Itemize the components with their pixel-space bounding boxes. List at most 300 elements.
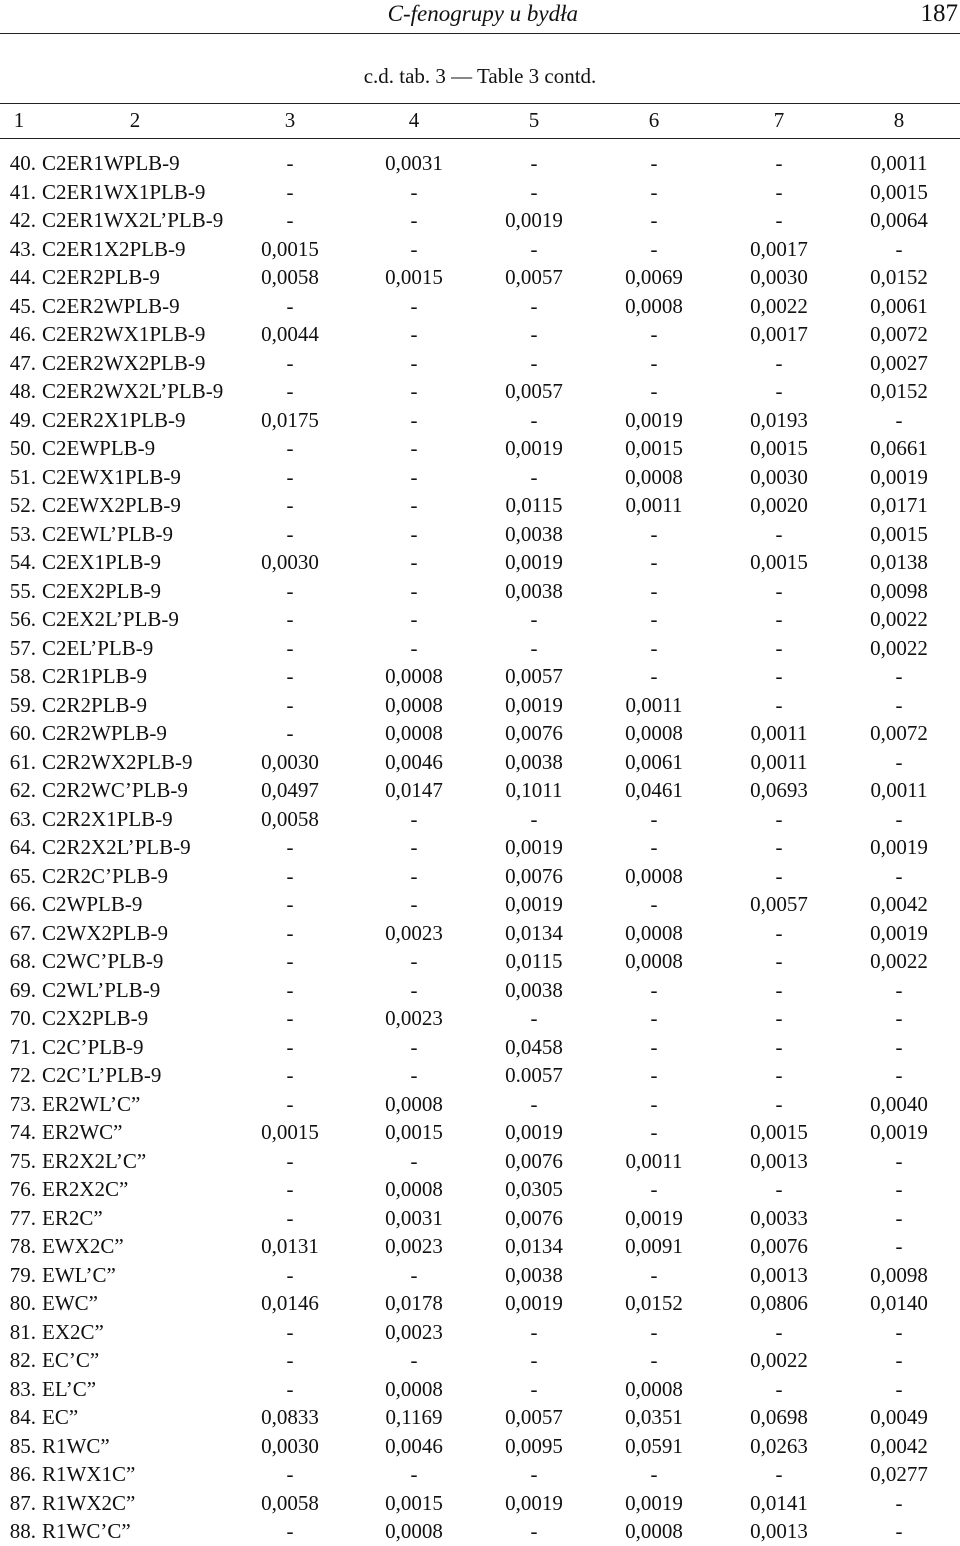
- frequency-cell: 0,0152: [870, 265, 928, 289]
- frequency-cell: 0,0049: [870, 1405, 928, 1429]
- row-number: 72.: [9, 1063, 36, 1087]
- frequency-cell: -: [895, 1490, 903, 1515]
- phenogroup-name: C2EX1PLB-9: [42, 550, 162, 574]
- row-number: 51.: [9, 464, 36, 489]
- phenogroup-name: EL’C”: [42, 1376, 97, 1401]
- table-row: [0, 976, 960, 1005]
- phenogroup-name: C2EWL’PLB-9: [42, 521, 174, 546]
- frequency-cell: 0,0147: [385, 778, 443, 802]
- frequency-cell: 0,0031: [385, 1205, 443, 1230]
- table-row: [0, 1375, 960, 1404]
- phenogroup-name: C2X2PLB-9: [42, 1006, 149, 1030]
- table-row: [0, 1403, 960, 1432]
- row-number: 46.: [9, 322, 36, 346]
- table-row: [0, 577, 960, 606]
- column-header: 6: [648, 108, 660, 132]
- frequency-cell: -: [410, 493, 418, 517]
- frequency-cell: -: [775, 521, 783, 546]
- page-header: [0, 0, 960, 31]
- frequency-cell: -: [895, 1063, 903, 1087]
- table-header-row: [0, 106, 960, 134]
- frequency-cell: -: [775, 835, 783, 859]
- frequency-cell: 0,0152: [625, 1291, 683, 1315]
- frequency-cell: -: [775, 863, 783, 888]
- frequency-cell: 0,0008: [625, 1519, 683, 1543]
- frequency-cell: -: [650, 350, 658, 375]
- frequency-cell: -: [286, 892, 294, 916]
- table-row: [0, 605, 960, 634]
- frequency-cell: 0,0458: [505, 1034, 563, 1059]
- phenogroup-name: C2ER2PLB-9: [42, 265, 160, 289]
- frequency-cell: -: [650, 208, 658, 232]
- table-row: [0, 662, 960, 691]
- frequency-cell: -: [775, 1376, 783, 1401]
- column-header: 1: [13, 108, 25, 132]
- frequency-cell: 0,0277: [870, 1462, 928, 1486]
- frequency-cell: 0,0140: [870, 1291, 928, 1315]
- frequency-cell: 0,0031: [385, 151, 443, 175]
- table-row: [0, 320, 960, 349]
- frequency-cell: -: [286, 1063, 294, 1087]
- frequency-cell: 0,0008: [625, 920, 683, 945]
- frequency-cell: -: [410, 208, 418, 232]
- column-header: 4: [408, 108, 420, 132]
- frequency-cell: 0,0038: [505, 521, 563, 546]
- column-header: 7: [773, 108, 785, 132]
- frequency-cell: 0,0061: [625, 749, 683, 774]
- phenogroup-name: C2R2C’PLB-9: [42, 863, 169, 888]
- frequency-cell: 0,0020: [750, 493, 808, 517]
- frequency-cell: -: [650, 179, 658, 204]
- frequency-cell: 0,0038: [505, 749, 563, 774]
- frequency-cell: 0,0013: [750, 1262, 808, 1287]
- frequency-cell: 0,0022: [870, 949, 928, 973]
- frequency-cell: -: [410, 236, 418, 261]
- frequency-cell: -: [286, 920, 294, 945]
- frequency-cell: -: [530, 1006, 538, 1030]
- phenogroup-name: C2R2X2L’PLB-9: [42, 835, 191, 859]
- frequency-cell: 0,0011: [750, 721, 808, 745]
- frequency-cell: 0,0019: [505, 1291, 563, 1315]
- phenogroup-name: R1WC”: [42, 1433, 110, 1458]
- phenogroup-name: C2EL’PLB-9: [42, 635, 154, 660]
- frequency-cell: -: [650, 1091, 658, 1116]
- frequency-cell: -: [286, 635, 294, 660]
- frequency-cell: 0,0019: [505, 835, 563, 859]
- frequency-cell: -: [286, 1519, 294, 1543]
- frequency-cell: 0,0019: [505, 892, 563, 916]
- row-number: 66.: [9, 892, 36, 916]
- frequency-cell: 0,0038: [505, 1262, 563, 1287]
- frequency-cell: -: [286, 692, 294, 717]
- row-number: 61.: [9, 749, 36, 774]
- table-row: [0, 292, 960, 321]
- frequency-cell: 0,0038: [505, 977, 563, 1002]
- column-header: 8: [893, 108, 905, 132]
- frequency-cell: -: [650, 1348, 658, 1372]
- frequency-cell: 0,0027: [870, 350, 928, 375]
- frequency-cell: -: [286, 977, 294, 1002]
- frequency-cell: -: [286, 863, 294, 888]
- frequency-cell: 0,0044: [261, 322, 319, 346]
- row-number: 67.: [9, 920, 36, 945]
- frequency-cell: -: [410, 949, 418, 973]
- frequency-cell: -: [775, 635, 783, 660]
- phenogroup-name: C2EWX1PLB-9: [42, 464, 181, 489]
- frequency-cell: 0,0015: [261, 236, 319, 261]
- phenogroup-name: C2ER2WPLB-9: [42, 293, 180, 318]
- phenogroup-name: EWC”: [42, 1291, 98, 1315]
- frequency-cell: 0,0134: [505, 920, 563, 945]
- frequency-cell: -: [895, 407, 903, 432]
- row-number: 45.: [9, 293, 36, 318]
- row-number: 74.: [9, 1120, 36, 1144]
- frequency-cell: -: [895, 1148, 903, 1173]
- frequency-cell: 0,0019: [625, 407, 683, 432]
- frequency-cell: -: [775, 578, 783, 603]
- frequency-cell: -: [530, 179, 538, 204]
- phenogroup-name: C2WPLB-9: [42, 892, 143, 916]
- row-number: 53.: [9, 521, 36, 546]
- phenogroup-name: C2EX2PLB-9: [42, 578, 162, 603]
- frequency-cell: 0,0591: [625, 1433, 683, 1458]
- frequency-cell: 0,0011: [750, 749, 808, 774]
- column-header: 3: [284, 108, 296, 132]
- table-row: [0, 520, 960, 549]
- frequency-cell: 0,0076: [505, 1148, 563, 1173]
- frequency-cell: -: [530, 1091, 538, 1116]
- row-number: 88.: [9, 1519, 36, 1543]
- frequency-cell: -: [530, 607, 538, 631]
- frequency-cell: -: [286, 464, 294, 489]
- frequency-cell: -: [650, 1120, 658, 1144]
- frequency-cell: 0,0023: [385, 1234, 443, 1258]
- row-number: 82.: [9, 1348, 36, 1372]
- frequency-cell: -: [775, 1034, 783, 1059]
- phenogroup-name: C2ER2WX2PLB-9: [42, 350, 206, 375]
- phenogroup-name: C2R2WX2PLB-9: [42, 749, 193, 774]
- row-number: 57.: [9, 635, 36, 660]
- phenogroup-name: R1WX2C”: [42, 1490, 136, 1515]
- frequency-cell: -: [775, 1063, 783, 1087]
- phenogroup-name: C2R2PLB-9: [42, 692, 148, 717]
- table-row: [0, 206, 960, 235]
- phenogroup-name: C2R2WC’PLB-9: [42, 778, 188, 802]
- frequency-cell: 0,0008: [385, 1519, 443, 1543]
- table-row: [0, 1460, 960, 1489]
- frequency-cell: -: [650, 1319, 658, 1344]
- row-number: 49.: [9, 407, 36, 432]
- frequency-cell: 0,0076: [505, 1205, 563, 1230]
- row-number: 60.: [9, 721, 36, 745]
- phenogroup-name: EC’C”: [42, 1348, 100, 1372]
- table-row: [0, 491, 960, 520]
- frequency-cell: 0,0152: [870, 379, 928, 403]
- frequency-cell: -: [650, 977, 658, 1002]
- frequency-cell: 0,0008: [625, 464, 683, 489]
- frequency-cell: -: [410, 179, 418, 204]
- frequency-cell: 0,0057: [750, 892, 808, 916]
- phenogroup-name: C2R1PLB-9: [42, 664, 148, 688]
- frequency-cell: -: [530, 1376, 538, 1401]
- frequency-cell: -: [410, 322, 418, 346]
- frequency-cell: -: [286, 578, 294, 603]
- frequency-cell: 0,0008: [625, 949, 683, 973]
- row-number: 44.: [9, 265, 36, 289]
- frequency-cell: 0,0019: [625, 1490, 683, 1515]
- frequency-cell: 0,0015: [385, 1120, 443, 1144]
- table-body: [0, 149, 960, 1546]
- frequency-cell: -: [410, 293, 418, 318]
- frequency-cell: 0,0064: [870, 208, 928, 232]
- frequency-cell: 0,0141: [750, 1490, 808, 1515]
- table-row: [0, 1318, 960, 1347]
- frequency-cell: -: [286, 607, 294, 631]
- table-row: [0, 1175, 960, 1204]
- row-number: 47.: [9, 350, 36, 375]
- frequency-cell: 0,0008: [625, 863, 683, 888]
- table-row: [0, 377, 960, 406]
- phenogroup-name: C2ER2WX2L’PLB-9: [42, 379, 224, 403]
- table-row: [0, 805, 960, 834]
- frequency-cell: 0,0023: [385, 1319, 443, 1344]
- table-row: [0, 1289, 960, 1318]
- frequency-cell: -: [410, 464, 418, 489]
- frequency-cell: -: [286, 350, 294, 375]
- table-row: [0, 890, 960, 919]
- row-number: 59.: [9, 692, 36, 717]
- phenogroup-name: C2ER2WX1PLB-9: [42, 322, 206, 346]
- column-header: 2: [129, 108, 141, 132]
- table-row: [0, 1517, 960, 1546]
- frequency-cell: 0,0046: [385, 1433, 443, 1458]
- frequency-cell: -: [895, 1519, 903, 1543]
- frequency-cell: -: [530, 151, 538, 175]
- frequency-cell: -: [286, 151, 294, 175]
- frequency-cell: 0,0030: [261, 1433, 319, 1458]
- frequency-cell: -: [895, 1006, 903, 1030]
- frequency-cell: 0,0263: [750, 1433, 808, 1458]
- frequency-cell: -: [775, 977, 783, 1002]
- frequency-cell: 0,0171: [870, 493, 928, 517]
- frequency-cell: 0,0015: [625, 436, 683, 460]
- table-row: [0, 634, 960, 663]
- frequency-cell: -: [530, 293, 538, 318]
- frequency-cell: 0,0008: [385, 664, 443, 688]
- table-row: [0, 1061, 960, 1090]
- frequency-cell: 0,0138: [870, 550, 928, 574]
- table-row: [0, 1346, 960, 1375]
- frequency-cell: -: [650, 892, 658, 916]
- phenogroup-name: C2WL’PLB-9: [42, 977, 161, 1002]
- frequency-cell: -: [530, 635, 538, 660]
- row-number: 43.: [9, 236, 36, 261]
- row-number: 48.: [9, 379, 36, 403]
- frequency-cell: 0,0115: [505, 493, 563, 517]
- frequency-cell: -: [530, 350, 538, 375]
- table-row: [0, 919, 960, 948]
- frequency-cell: -: [410, 1348, 418, 1372]
- frequency-cell: -: [775, 1462, 783, 1486]
- frequency-cell: -: [286, 1177, 294, 1201]
- frequency-cell: -: [650, 578, 658, 603]
- frequency-cell: 0,0019: [870, 464, 928, 489]
- table-row: [0, 1147, 960, 1176]
- frequency-cell: -: [650, 322, 658, 346]
- table-row: [0, 833, 960, 862]
- frequency-cell: -: [530, 236, 538, 261]
- row-number: 58.: [9, 664, 36, 688]
- frequency-cell: 0,0019: [870, 920, 928, 945]
- frequency-cell: 0,0058: [261, 806, 319, 831]
- table-row: [0, 862, 960, 891]
- row-number: 62.: [9, 778, 36, 802]
- frequency-cell: 0,0058: [261, 265, 319, 289]
- frequency-cell: 0,0661: [870, 436, 928, 460]
- table-row: [0, 1033, 960, 1062]
- frequency-cell: 0,0015: [261, 1120, 319, 1144]
- frequency-cell: -: [775, 692, 783, 717]
- frequency-cell: -: [895, 1234, 903, 1258]
- frequency-cell: 0,0098: [870, 578, 928, 603]
- frequency-cell: 0,0017: [750, 322, 808, 346]
- frequency-cell: -: [286, 179, 294, 204]
- frequency-cell: 0,0042: [870, 1433, 928, 1458]
- table-row: [0, 776, 960, 805]
- phenogroup-name: C2EWPLB-9: [42, 436, 156, 460]
- row-number: 79.: [9, 1262, 36, 1287]
- frequency-cell: 0,0058: [261, 1490, 319, 1515]
- frequency-cell: 0,0305: [505, 1177, 563, 1201]
- frequency-cell: -: [650, 1177, 658, 1201]
- frequency-cell: -: [410, 578, 418, 603]
- frequency-cell: 0,0175: [261, 407, 319, 432]
- frequency-cell: -: [530, 407, 538, 432]
- frequency-cell: -: [286, 379, 294, 403]
- frequency-cell: -: [530, 1319, 538, 1344]
- frequency-cell: 0,0076: [505, 863, 563, 888]
- row-number: 73.: [9, 1091, 36, 1116]
- row-number: 68.: [9, 949, 36, 973]
- frequency-cell: -: [650, 151, 658, 175]
- phenogroup-name: ER2X2C”: [42, 1177, 129, 1201]
- frequency-cell: -: [410, 1262, 418, 1287]
- frequency-cell: -: [286, 1091, 294, 1116]
- phenogroup-name: ER2WL’C”: [42, 1091, 141, 1116]
- frequency-cell: 0,0040: [870, 1091, 928, 1116]
- phenogroup-name: C2C’PLB-9: [42, 1034, 144, 1059]
- frequency-cell: -: [775, 208, 783, 232]
- frequency-cell: -: [895, 692, 903, 717]
- frequency-cell: -: [650, 835, 658, 859]
- row-number: 76.: [9, 1177, 36, 1201]
- table-top-rule: [0, 103, 960, 104]
- frequency-cell: -: [286, 1462, 294, 1486]
- frequency-cell: -: [410, 863, 418, 888]
- phenogroup-name: ER2C”: [42, 1205, 103, 1230]
- frequency-cell: -: [895, 1034, 903, 1059]
- frequency-cell: 0,0011: [625, 493, 683, 517]
- frequency-cell: -: [530, 1462, 538, 1486]
- frequency-cell: 0,0076: [750, 1234, 808, 1258]
- frequency-cell: -: [286, 436, 294, 460]
- row-number: 54.: [9, 550, 36, 574]
- frequency-cell: 0,0076: [505, 721, 563, 745]
- frequency-cell: 0,1011: [505, 778, 563, 802]
- frequency-cell: 0,0022: [870, 635, 928, 660]
- frequency-cell: 0,0019: [870, 835, 928, 859]
- frequency-cell: 0,0057: [505, 265, 563, 289]
- frequency-cell: -: [286, 1348, 294, 1372]
- frequency-cell: 0,0698: [750, 1405, 808, 1429]
- phenogroup-name: ER2WC”: [42, 1120, 123, 1144]
- frequency-cell: 0,0061: [870, 293, 928, 318]
- frequency-cell: 0,0019: [870, 1120, 928, 1144]
- frequency-cell: 0,0069: [625, 265, 683, 289]
- frequency-cell: -: [530, 1348, 538, 1372]
- row-number: 81.: [9, 1319, 36, 1344]
- frequency-cell: 0,0146: [261, 1291, 319, 1315]
- frequency-cell: -: [286, 949, 294, 973]
- frequency-cell: 0,0013: [750, 1148, 808, 1173]
- frequency-cell: 0,0022: [750, 293, 808, 318]
- phenogroup-name: C2EWX2PLB-9: [42, 493, 181, 517]
- table-row: [0, 349, 960, 378]
- frequency-cell: -: [410, 1063, 418, 1087]
- frequency-cell: 0,1169: [385, 1405, 443, 1429]
- frequency-cell: 0,0497: [261, 778, 319, 802]
- frequency-cell: -: [410, 350, 418, 375]
- frequency-cell: 0,0008: [385, 721, 443, 745]
- frequency-cell: 0,0072: [870, 322, 928, 346]
- table-row: [0, 1489, 960, 1518]
- frequency-cell: -: [895, 1319, 903, 1344]
- frequency-cell: 0,0033: [750, 1205, 808, 1230]
- frequency-cell: 0,0019: [505, 550, 563, 574]
- frequency-cell: 0,0015: [750, 436, 808, 460]
- table-row: [0, 1090, 960, 1119]
- frequency-cell: -: [530, 464, 538, 489]
- frequency-cell: 0,0023: [385, 920, 443, 945]
- running-title: C-fenogrupy u bydła: [387, 1, 578, 26]
- frequency-cell: 0,0011: [870, 778, 928, 802]
- frequency-cell: -: [775, 1177, 783, 1201]
- row-number: 55.: [9, 578, 36, 603]
- frequency-cell: 0,0115: [505, 949, 563, 973]
- frequency-cell: -: [286, 493, 294, 517]
- phenogroup-name: C2ER1WX2L’PLB-9: [42, 208, 224, 232]
- frequency-cell: -: [650, 664, 658, 688]
- phenogroup-name: C2R2WPLB-9: [42, 721, 167, 745]
- phenogroup-name: C2ER2X1PLB-9: [42, 407, 186, 432]
- frequency-cell: -: [650, 806, 658, 831]
- row-number: 64.: [9, 835, 36, 859]
- frequency-cell: 0,0008: [385, 692, 443, 717]
- frequency-cell: 0,0134: [505, 1234, 563, 1258]
- row-number: 71.: [9, 1034, 36, 1059]
- frequency-cell: -: [775, 1319, 783, 1344]
- frequency-cell: -: [650, 1063, 658, 1087]
- phenogroup-name: C2C’L’PLB-9: [42, 1063, 162, 1087]
- table-row: [0, 178, 960, 207]
- frequency-cell: 0,0008: [385, 1376, 443, 1401]
- frequency-cell: 0,0015: [750, 1120, 808, 1144]
- row-number: 42.: [9, 208, 36, 232]
- frequency-cell: -: [410, 835, 418, 859]
- frequency-cell: -: [775, 1006, 783, 1030]
- row-number: 87.: [9, 1490, 36, 1515]
- frequency-cell: 0,0015: [385, 265, 443, 289]
